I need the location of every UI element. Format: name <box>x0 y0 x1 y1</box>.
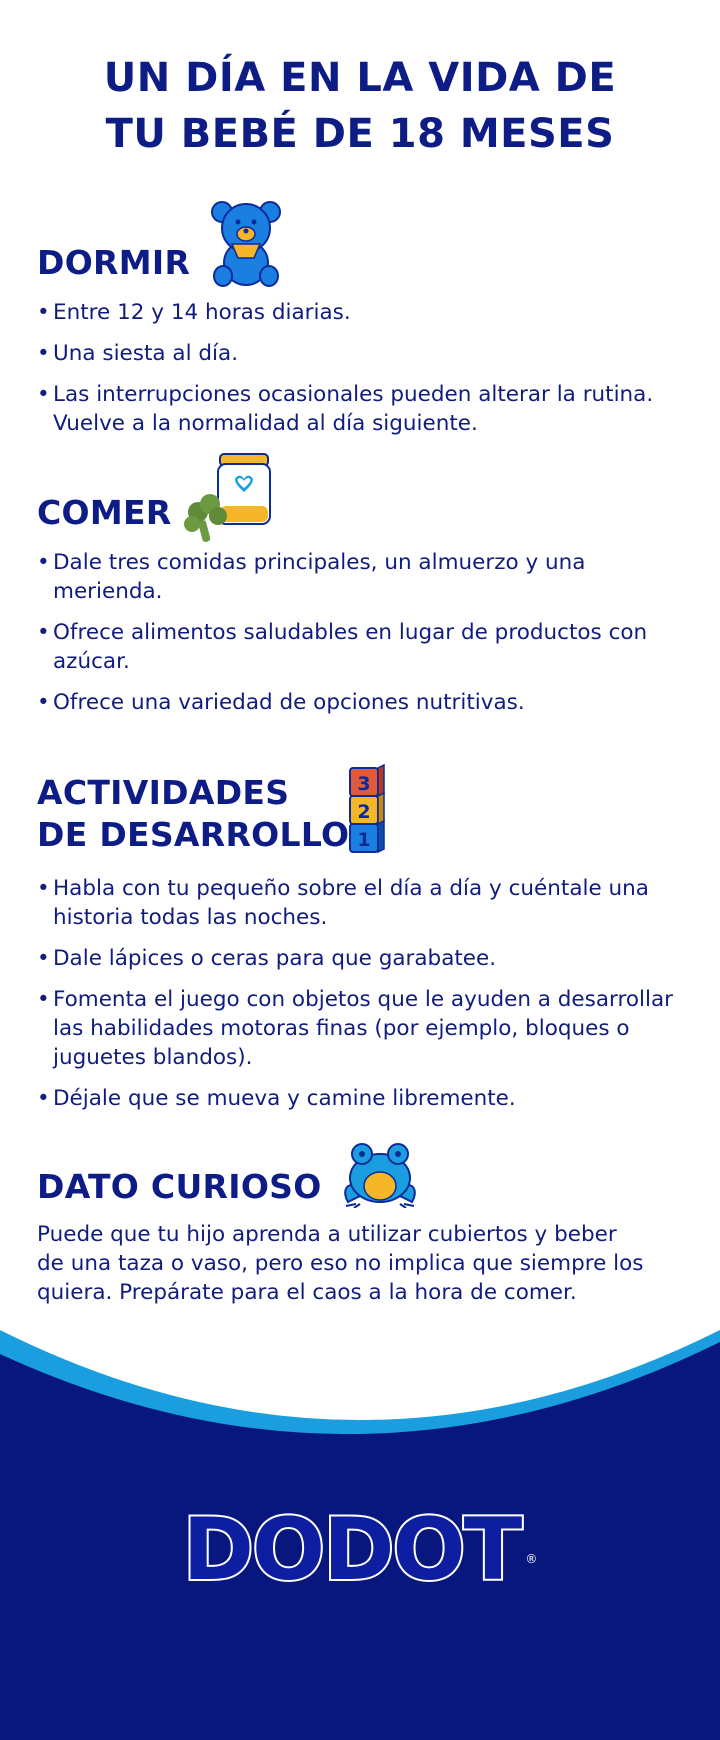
list-item: • Ofrece alimentos saludables en lugar de productos con azúcar. <box>37 618 677 676</box>
registered-mark: ® <box>525 1552 538 1566</box>
list-item: • Una siesta al día. <box>37 339 677 368</box>
list-item: • Dale lápices o ceras para que garabatee. <box>37 944 677 973</box>
list-actividades <box>37 874 677 1113</box>
frog-icon <box>338 1142 422 1208</box>
list-comer <box>37 548 677 717</box>
teddy-bear-icon <box>208 198 284 290</box>
heading-line-1: ACTIVIDADES <box>37 773 290 812</box>
baby-food-jar-broccoli-icon <box>184 452 276 548</box>
list-item: • Fomenta el juego con objetos que le ayuden a desarrollar las habilidades motoras finas (por ejemplo, bloques o juguetes blandos). <box>37 985 677 1072</box>
block-label: 1 <box>357 829 371 851</box>
dato-curioso-text: Puede que tu hijo aprenda a utilizar cubiertos y beber de una taza o vaso, pero eso no implica que siempre los quiera. Prepárate para el caos a la hora de comer. <box>37 1222 644 1305</box>
block-label: 3 <box>357 773 371 795</box>
section-heading-dato: DATO CURIOSO <box>37 1167 322 1206</box>
section-comer <box>37 492 677 729</box>
title-line-2: TU BEBÉ DE 18 MESES <box>105 111 615 157</box>
list-item: • Déjale que se mueva y camine libremente. <box>37 1084 677 1113</box>
footer-logo <box>0 1500 720 1600</box>
heading-line-2: DE DESARROLLO <box>37 815 350 854</box>
section-heading-comer: COMER <box>37 493 172 532</box>
brand-logo: DODOT <box>182 1500 521 1600</box>
title-line-1: UN DÍA EN LA VIDA DE <box>103 55 617 101</box>
list-item: • Entre 12 y 14 horas diarias. <box>37 298 677 327</box>
list-dormir <box>37 298 677 438</box>
block-label: 2 <box>357 801 371 823</box>
stacked-blocks-icon <box>346 764 388 858</box>
page-title <box>0 50 720 162</box>
list-item: • Habla con tu pequeño sobre el día a día y cuéntale una historia todas las noches. <box>37 874 677 932</box>
section-dormir <box>37 242 677 450</box>
list-item: • Ofrece una variedad de opciones nutritivas. <box>37 688 677 717</box>
list-item: • Dale tres comidas principales, un almuerzo y una merienda. <box>37 548 677 606</box>
section-heading-dormir: DORMIR <box>37 243 191 282</box>
list-item: • Las interrupciones ocasionales pueden alterar la rutina. Vuelve a la normalidad al día siguiente. <box>37 380 677 438</box>
